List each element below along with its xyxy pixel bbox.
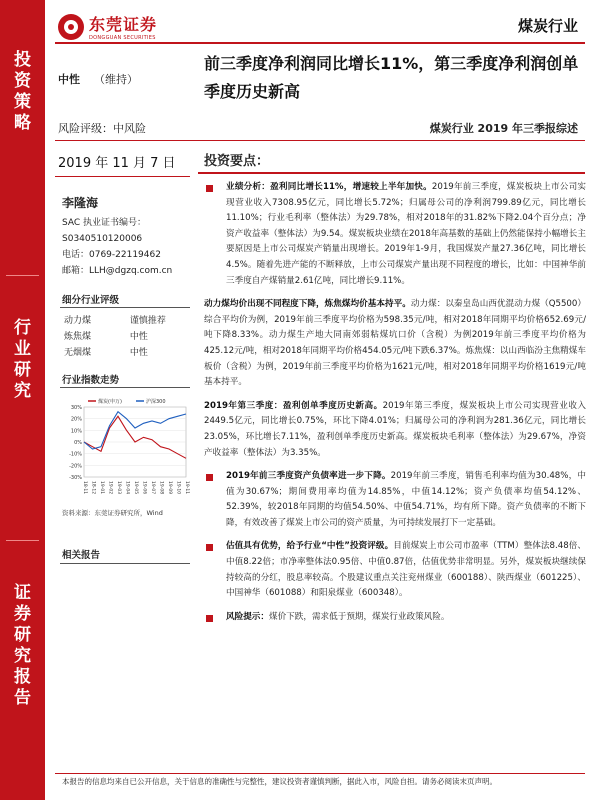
industry-rating: 谨慎推荐 — [129, 315, 166, 326]
x-tick-label: 19-09 — [167, 481, 172, 495]
sub-industry-heading: 细分行业评级 — [62, 295, 120, 306]
x-tick-label: 19-04 — [124, 481, 130, 495]
industry-name: 动力煤 — [64, 315, 92, 326]
paragraph-debt — [204, 469, 586, 531]
analyst-phone: 电话：0769-22119462 — [62, 250, 161, 260]
x-tick-label: 19-02 — [107, 481, 113, 495]
paragraph-text: 2019年前三季度，煤炭板块上市公司实现营业收入7308.95亿元，同比增长5.72%；归属母公司的净利润799.89亿元，同比增长11.10%；行业毛利率（整体法）为29.78%，相对2018年的31.82%下降2.04个百分点；净资产收益率（整体法）为9.54。煤炭板块业绩在2018年高基数的基础上仍然能保持小幅增长主要原因是上市公司煤炭产销量出现增长。2019年1-9月，我国煤炭产量27.36亿吨，同比增长4.5%。随着先进产能的不断释放，上市公司煤炭产量出现不同程度的增长，比如：中国神华前三季度自产煤销量2.61亿吨，同比增长9.11%。 — [226, 182, 586, 286]
table-row — [62, 327, 190, 343]
x-tick-label: 19-11 — [184, 481, 189, 495]
y-tick-label: -30% — [69, 475, 82, 481]
sidebar-label-research-report: 证 券 研 究 报 告 — [14, 583, 31, 708]
x-tick-label: 19-08 — [158, 481, 164, 495]
paragraph-prices — [204, 297, 586, 391]
y-tick-label: 20% — [70, 416, 82, 423]
risk-rating: 风险评级：中风险 — [58, 122, 146, 135]
paragraph-lead: 2019年前三季度资产负债率进一步下降。 — [226, 471, 391, 482]
paragraph-text: 2019年第三季度，煤炭板块上市公司实现营业收入2449.5亿元，同比增长0.75%，环比下降4.01%；归属母公司的净利润为281.36亿元，同比增长23.05%，环比增长7.11%，盈利创单季度历史新高。煤炭板块毛利率（整体法）为29.67%，净资产收益率（整体法）为3.35%。 — [204, 400, 586, 458]
paragraph-q3 — [204, 399, 586, 461]
x-tick-label: 19-03 — [116, 481, 121, 495]
left-sidebar — [0, 0, 45, 800]
analyst-name: 李隆海 — [62, 196, 99, 210]
y-tick-label: 0% — [74, 440, 82, 446]
logo-name: 东莞证券 — [89, 15, 158, 34]
report-title: 前三季度净利润同比增长11%，第三季度净利润创单季度历史新高 — [204, 54, 579, 101]
sidebar-label-strategy: 投 资 策 略 — [14, 50, 31, 133]
sidebar-divider — [6, 275, 39, 276]
paragraph-text: 煤价下跌，需求低于预期，煤炭行业政策风险。 — [268, 611, 450, 622]
paragraph-lead: 动力煤均价出现不同程度下降，炼焦煤均价基本持平。 — [204, 299, 411, 310]
paragraph-valuation — [204, 539, 586, 601]
logo-name-en: DONGGUAN SECURITIES — [89, 35, 156, 41]
legend-label: 煤炭(申万) — [98, 399, 122, 405]
rating-change: （维持） — [94, 73, 138, 86]
industry-rating: 中性 — [129, 347, 148, 358]
left-column-divider — [55, 176, 190, 177]
analyst-email[interactable]: 邮箱：LLH@dgzq.com.cn — [62, 266, 173, 276]
footer-disclaimer: 本报告的信息均来自已公开信息，关于信息的准确性与完整性，建议投资者谨慎判断，据此入市，风险自担。请务必阅读末页声明。 — [62, 777, 497, 786]
paragraph-lead: 业绩分析：盈利同比增长11%，增速较上半年加快。 — [226, 182, 432, 192]
sidebar-divider — [6, 540, 39, 541]
trend-heading: 行业指数走势 — [62, 375, 120, 386]
related-reports-heading: 相关报告 — [62, 550, 101, 561]
key-points-divider — [198, 172, 585, 174]
table-row — [62, 311, 190, 327]
paragraph-performance — [204, 180, 586, 289]
x-tick-label: 19-05 — [133, 481, 138, 495]
analyst-info — [62, 194, 192, 279]
y-tick-label: 10% — [70, 428, 82, 435]
paragraph-lead: 估值具有优势，给予行业“中性”投资评级。 — [226, 541, 394, 552]
analyst-cert-number: S0340510120006 — [62, 234, 143, 244]
rating — [58, 71, 138, 87]
sidebar-label-industry: 行 业 研 究 — [14, 318, 31, 401]
analyst-cert-label: SAC 执业证书编号： — [62, 218, 147, 228]
paragraph-text: 2019年前三季度，销售毛利率均值为30.48%，中值为30.67%；期间费用率均值为14.85%，中值14.12%；资产负债率均值54.12%、52.39%，较2018年同期的均值54.50%、中值54.71%，均有所下降。资产负债率的不断下降，有效改善了煤炭上市公司的资产质量，为可持续发展打下一定基础。 — [226, 471, 586, 528]
x-tick-label: 18-12 — [90, 481, 96, 495]
company-logo — [58, 12, 157, 41]
y-tick-label: -10% — [69, 451, 82, 458]
paragraph-text: 动力煤：以秦皇岛山西优混动力煤（Q5500）综合平均价为例，2019年前三季度平均价格为598.35元/吨，相对2018年同期平均价格652.69元/吨下降8.33%。动力煤生产地大同南郊弱粘煤坑口价（含税）为例2019年前三季度平均价格为425.12元/吨，相对2018年同期平均价格454.05元/吨下跌6.37%。炼焦煤：以山西临汾主焦精煤车板价（含税）为例，2019年前三季度平均价格为1621元/吨，相对2018年同期平均价格1619元/吨基本持平。 — [204, 299, 586, 388]
industry-tag: 煤炭行业 — [517, 17, 578, 35]
y-tick-label: 30% — [70, 405, 82, 411]
rating-label: 中性 — [58, 73, 80, 86]
table-row — [62, 343, 190, 359]
x-tick-label: 18-11 — [82, 481, 87, 495]
report-date: 2019 年 11 月 7 日 — [58, 156, 176, 171]
chart-source: 资料来源：东莞证券研究所，Wind — [62, 509, 163, 517]
line-chart — [62, 393, 190, 503]
key-points-body — [204, 180, 586, 625]
logo-icon — [58, 14, 84, 40]
y-tick-label: -20% — [69, 463, 82, 470]
section-divider — [60, 307, 190, 308]
report-subtitle: 煤炭行业 2019 年三季报综述 — [429, 122, 578, 135]
x-tick-label: 19-10 — [175, 481, 181, 495]
title-divider — [55, 140, 585, 141]
industry-name: 无烟煤 — [64, 347, 92, 358]
industry-name: 炼焦煤 — [64, 331, 92, 342]
series-line — [84, 416, 186, 458]
x-tick-label: 19-01 — [99, 481, 104, 495]
x-tick-label: 19-07 — [150, 481, 155, 495]
paragraph-text: 目前煤炭上市公司市盈率（TTM）整体法8.48倍、中值8.22倍；市净率整体法0.95倍、中值0.87倍，估值优势非常明显。另外，煤炭板块继续保持较高的分红，股息率较高。个股建议重点关注兖州煤业（600188）、陕西煤业（601225）、中国神华（601088）和阳泉煤业（600348）。 — [226, 541, 586, 599]
x-tick-label: 19-06 — [141, 481, 147, 495]
paragraph-risk — [204, 610, 586, 626]
industry-index-chart — [62, 393, 190, 503]
key-points-heading: 投资要点： — [204, 154, 270, 169]
paragraph-lead: 风险提示： — [226, 611, 269, 622]
industry-rating: 中性 — [129, 331, 148, 342]
section-divider — [60, 563, 190, 564]
header-divider — [55, 42, 585, 44]
sub-industry-table — [62, 311, 190, 359]
section-divider — [60, 387, 190, 388]
legend-label: 沪深300 — [146, 399, 166, 405]
paragraph-lead: 2019年第三季度：盈利创单季度历史新高。 — [204, 400, 383, 411]
footer-divider — [55, 773, 585, 774]
